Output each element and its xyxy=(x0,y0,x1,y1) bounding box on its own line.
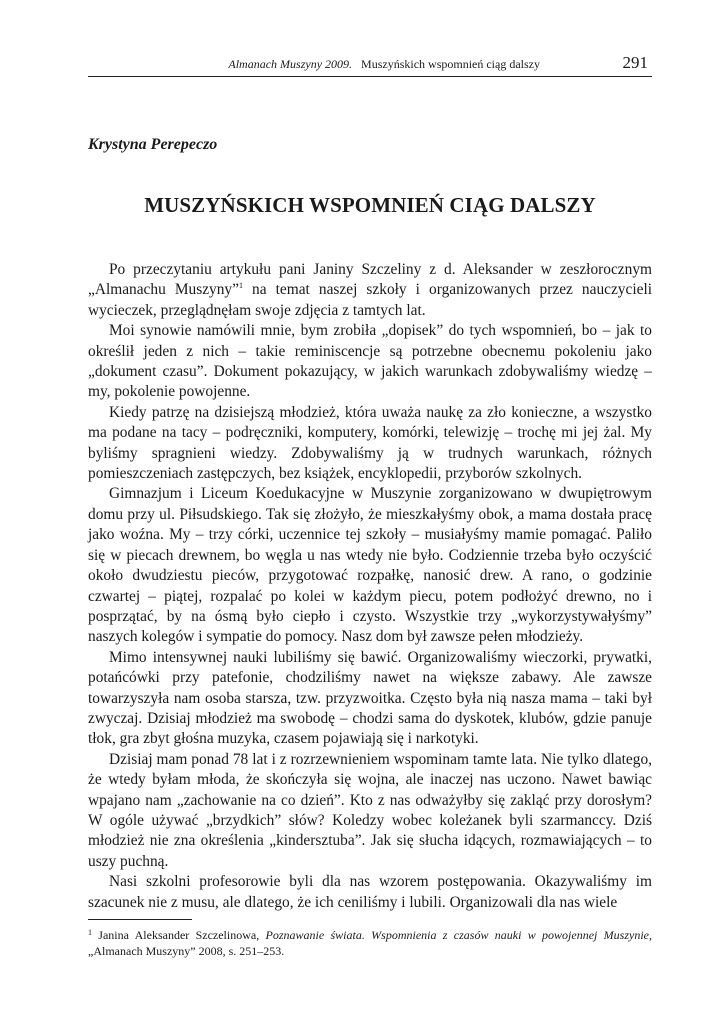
paragraph-7: Nasi szkolni profesorowie byli dla nas wzorem postępowania. Okazywaliśmy im szacunek nie z musu, ale dlatego, że ich ceniliśmy i lubili. Organizowali dla nas wiele xyxy=(88,873,652,911)
page-number: 291 xyxy=(622,53,648,72)
paragraph-5: Mimo intensywnej nauki lubiliśmy się bawić. Organizowaliśmy wieczorki, prywatki, potańcówki przy patefonie, chodziliśmy nawet na większe zabawy. Ale zawsze towarzyszyła nam osoba starsza, tzw. przyzwoitka. Często była nią nasza mama – taki był zwyczaj. Dzisiaj młodzież ma swobodę – chodzi sama do dyskotek, klubów, gdzie panuje tłok, gra zbyt głośna muzyka, czasem pojawiają się i narkotyki. xyxy=(88,648,652,748)
article-body xyxy=(88,260,652,913)
footnote-source: , „Almanach Muszyny” 2008, s. 251–253. xyxy=(88,928,653,958)
running-header xyxy=(88,52,652,77)
paragraph-6: Dzisiaj mam ponad 78 lat i z rozrzewnieniem wspominam tamte lata. Nie tylko dlatego, że wtedy byłam młoda, że skończyła się wojna, ale inaczej nas uczono. Nawet bawiąc wpajano nam „zachowanie na co dzień”. Kto z nas odważyłby się zakląć przy dorosłym? W ogóle używać „brzydkich” słów? Koledzy wobec koleżanek byli szarmanccy. Dziś młodzież nie zna określenia „kindersztuba”. Jak się słucha idących, rozmawiających – to uszy puchną. xyxy=(88,750,652,870)
running-header-text xyxy=(228,57,540,72)
running-article-title: Muszyńskich wspomnień ciąg dalszy xyxy=(361,57,540,71)
paragraph-2: Moi synowie namówili mnie, bym zrobiła „dopisek” do tych wspomnień, bo – jak to określił jeden z nich – takie reminiscencje są potrzebne obecnemu pokoleniu jako „dokument czasu”. Dokument pokazujący, w jakich warunkach zdobywaliśmy wiedzę – my, pokolenie powojenne. xyxy=(88,322,652,401)
paragraph-1-text-continued: na temat naszej szkoły i organizowanych przez nauczycieli wycieczek, przeglądnęłam swoje zdjęcia z tamtych lat. xyxy=(88,281,652,319)
footnote-reference[interactable]: 1 xyxy=(238,281,243,291)
footnote-author: Janina Aleksander Szczelinowa, xyxy=(92,928,266,942)
journal-name: Almanach Muszyny 2009. xyxy=(228,57,353,71)
footnote-divider xyxy=(88,919,192,920)
paragraph-1-text: Po przeczytaniu artykułu pani Janiny Szczeliny z d. Aleksander w zeszłorocznym „Almanachu Muszyny” xyxy=(88,261,652,299)
footnote-mark: 1 xyxy=(88,928,92,937)
author-name: Krystyna Perepeczo xyxy=(88,136,218,153)
paragraph-3: Kiedy patrzę na dzisiejszą młodzież, która uważa naukę za zło konieczne, a wszystko ma podane na tacy – podręczniki, komputery, komórki, telewizję – trochę mi jej żal. My byliśmy spragnieni wiedzy. Zdobywaliśmy ją w trudnych warunkach, różnych pomieszczeniach zastępczych, bez książek, encyklopedii, przyborów szkolnych. xyxy=(88,403,652,483)
document-page xyxy=(88,52,652,959)
paragraph-4: Gimnazjum i Liceum Koedukacyjne w Muszynie zorganizowano w dwupiętrowym domu przy ul. Piłsudskiego. Tak się złożyło, że mieszkałyśmy obok, a mama dostała pracę jako woźna. My – trzy córki, uczennice tej szkoły – musiałyśmy mamie pomagać. Paliło się w piecach drewnem, bo węgla u nas wtedy nie było. Codziennie trzeba było oczyścić około dwudziestu pieców, przygotować rozpałkę, nanosić drew. A rano, o godzinie czwartej – piątej, rozpalać po kolei w każdym piecu, potem podłożyć drewno, no i posprzątać, by na ósmą było ciepło i czysto. Wszystkie trzy „wykorzystywałyśmy” naszych kolegów i sympatie do pomocy. Nasz dom był zawsze pełen młodzieży. xyxy=(88,485,652,646)
footnote-title: Poznawanie świata. Wspomnienia z czasów nauki w powojennej Muszynie xyxy=(265,928,650,942)
article-title: MUSZYŃSKICH WSPOMNIEŃ CIĄG DALSZY xyxy=(144,193,596,217)
paragraph-1 xyxy=(88,260,652,321)
footnote xyxy=(88,927,652,959)
